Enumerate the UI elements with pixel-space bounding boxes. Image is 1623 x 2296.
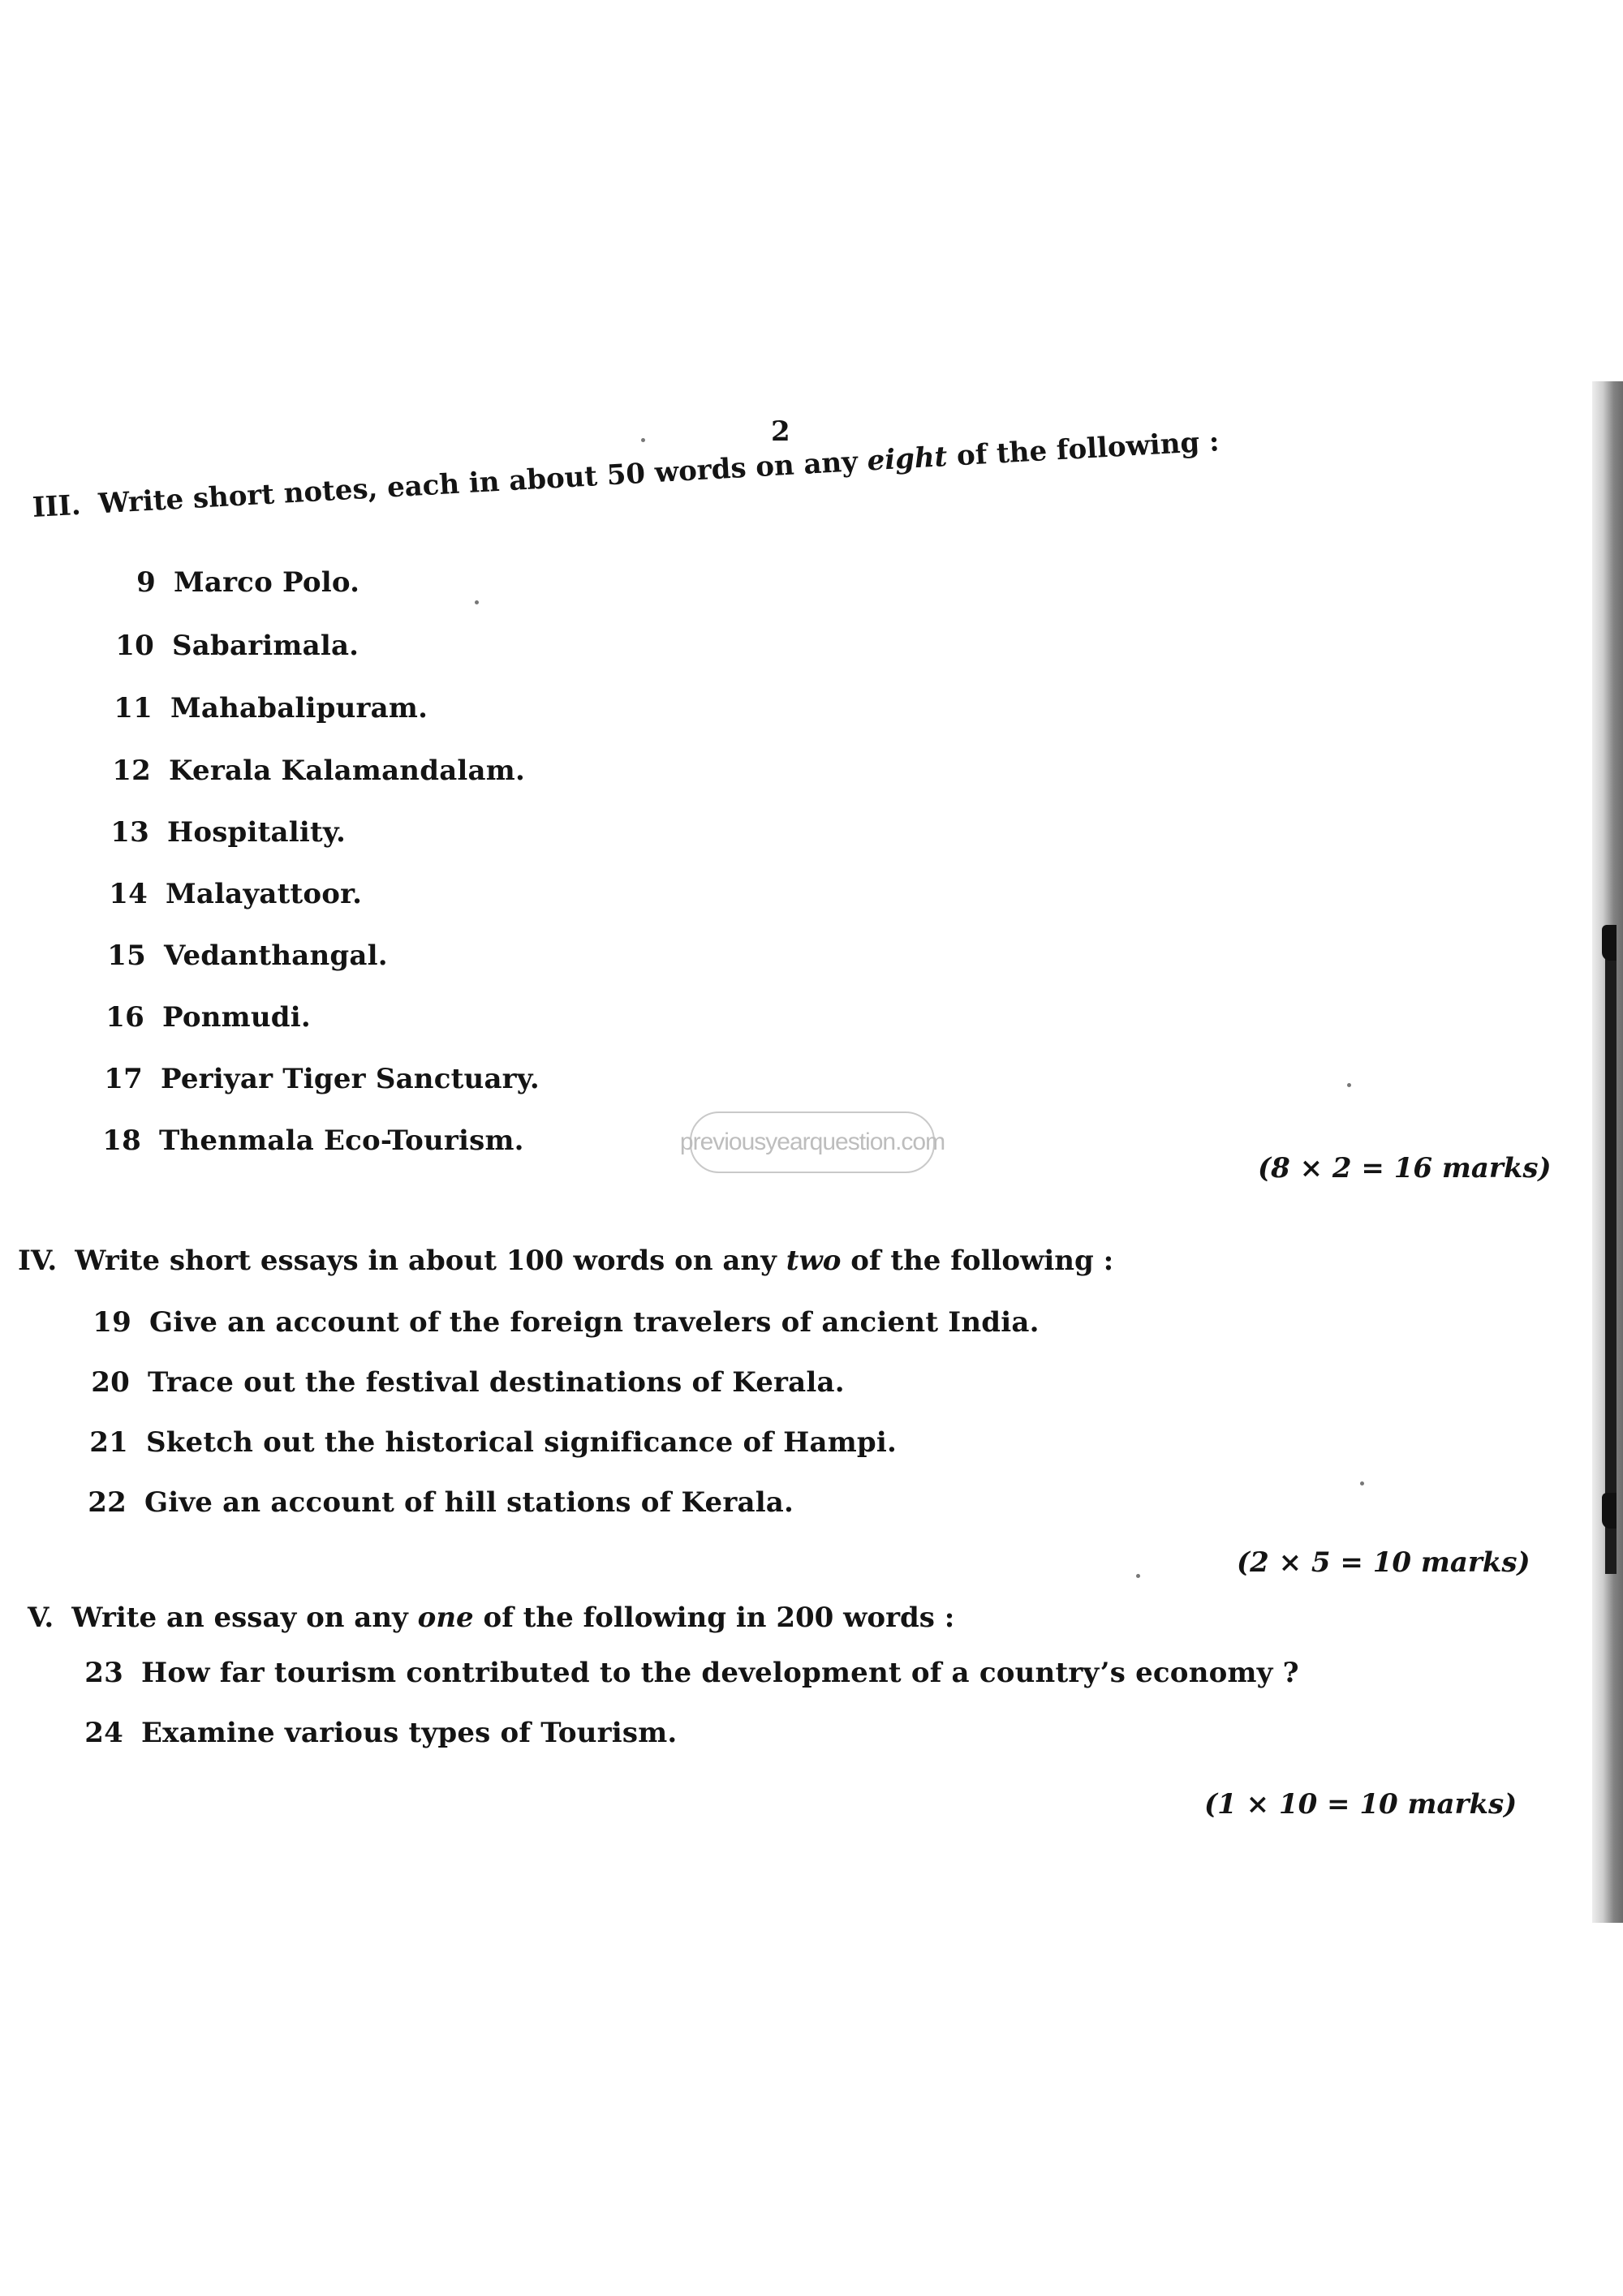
question-item-16 <box>102 1001 311 1034</box>
section-iii-marks: (8 × 2 = 16 marks) <box>1258 1152 1552 1185</box>
question-item-9 <box>114 566 359 599</box>
question-item-20 <box>88 1366 845 1399</box>
binder-clip-mark-bottom <box>1602 1493 1617 1529</box>
question-number: 13 <box>110 816 149 849</box>
question-text: Give an account of hill stations of Kerala. <box>144 1486 794 1519</box>
section-v-instruction-emphasis: one <box>417 1602 474 1634</box>
scan-speck <box>475 600 479 604</box>
question-text: Ponmudi. <box>162 1001 311 1034</box>
section-iii-instruction-emphasis: eight <box>866 441 949 478</box>
question-item-15 <box>104 939 388 972</box>
question-number: 19 <box>93 1306 131 1339</box>
section-iv-instruction-emphasis: two <box>786 1245 842 1277</box>
question-text: Malayattoor. <box>166 878 363 910</box>
question-item-12 <box>109 755 525 787</box>
question-text: Vedanthangal. <box>164 939 388 972</box>
question-number: 10 <box>115 630 154 662</box>
question-number: 17 <box>104 1063 143 1095</box>
question-number: 14 <box>109 878 148 910</box>
section-iv-instruction-end: of the following : <box>841 1245 1114 1277</box>
question-text: Mahabalipuram. <box>170 692 428 724</box>
question-item-18 <box>99 1124 524 1157</box>
section-v-instruction-end: of the following in 200 words : <box>473 1602 955 1634</box>
question-item-19 <box>89 1306 1040 1339</box>
section-v-instruction-start: Write an essay on any <box>71 1602 418 1634</box>
section-iii-roman: III. <box>31 488 82 524</box>
question-number: 9 <box>136 566 156 599</box>
scan-speck <box>1360 1481 1364 1486</box>
question-number: 11 <box>114 692 153 724</box>
question-text: Marco Polo. <box>174 566 360 599</box>
scan-speck <box>641 438 645 442</box>
section-iii-instruction-start: Write short notes, each in about 50 words on any <box>97 445 868 521</box>
question-item-10 <box>112 630 359 662</box>
question-text: Examine various types of Tourism. <box>141 1717 678 1749</box>
scanned-paper-shadow <box>1605 957 1617 1574</box>
scan-speck <box>1136 1574 1140 1578</box>
question-text: Periyar Tiger Sanctuary. <box>161 1063 540 1095</box>
question-item-24 <box>81 1717 677 1749</box>
question-text: Sketch out the historical significance of Hampi. <box>146 1426 898 1459</box>
question-number: 16 <box>105 1001 144 1034</box>
watermark-logo: previousyearquestion.com <box>690 1111 935 1173</box>
question-text: Hospitality. <box>167 816 346 849</box>
question-item-17 <box>101 1063 540 1095</box>
page-number: 2 <box>771 415 790 448</box>
question-number: 22 <box>88 1486 127 1519</box>
section-v-roman: V. <box>28 1602 54 1634</box>
binder-clip-mark-top <box>1602 925 1617 961</box>
scan-speck <box>1347 1083 1351 1087</box>
question-text: Thenmala Eco-Tourism. <box>159 1124 524 1157</box>
section-iv-heading <box>18 1245 1113 1277</box>
section-iv-roman: IV. <box>18 1245 58 1277</box>
question-number: 20 <box>91 1366 130 1399</box>
question-text: Trace out the festival destinations of Kerala. <box>148 1366 845 1399</box>
question-text: How far tourism contributed to the development of a country’s economy ? <box>141 1657 1299 1689</box>
section-iii-instruction-end: of the following : <box>946 425 1220 473</box>
question-text: Give an account of the foreign travelers of ancient India. <box>149 1306 1040 1339</box>
question-item-23 <box>81 1657 1299 1689</box>
question-number: 12 <box>112 755 151 787</box>
section-iii-heading <box>32 425 1220 524</box>
question-number: 24 <box>84 1717 123 1749</box>
section-iv-marks: (2 × 5 = 10 marks) <box>1237 1546 1530 1579</box>
question-item-11 <box>110 692 428 724</box>
question-text: Kerala Kalamandalam. <box>169 755 525 787</box>
question-item-14 <box>105 878 362 910</box>
question-number: 15 <box>107 939 146 972</box>
question-item-13 <box>107 816 346 849</box>
question-number: 21 <box>89 1426 128 1459</box>
question-item-21 <box>86 1426 897 1459</box>
question-number: 23 <box>84 1657 123 1689</box>
section-v-marks: (1 × 10 = 10 marks) <box>1204 1788 1518 1821</box>
section-v-heading <box>28 1602 954 1634</box>
question-number: 18 <box>102 1124 141 1157</box>
question-item-22 <box>84 1486 794 1519</box>
question-text: Sabarimala. <box>172 630 359 662</box>
section-iv-instruction-start: Write short essays in about 100 words on any <box>75 1245 786 1277</box>
